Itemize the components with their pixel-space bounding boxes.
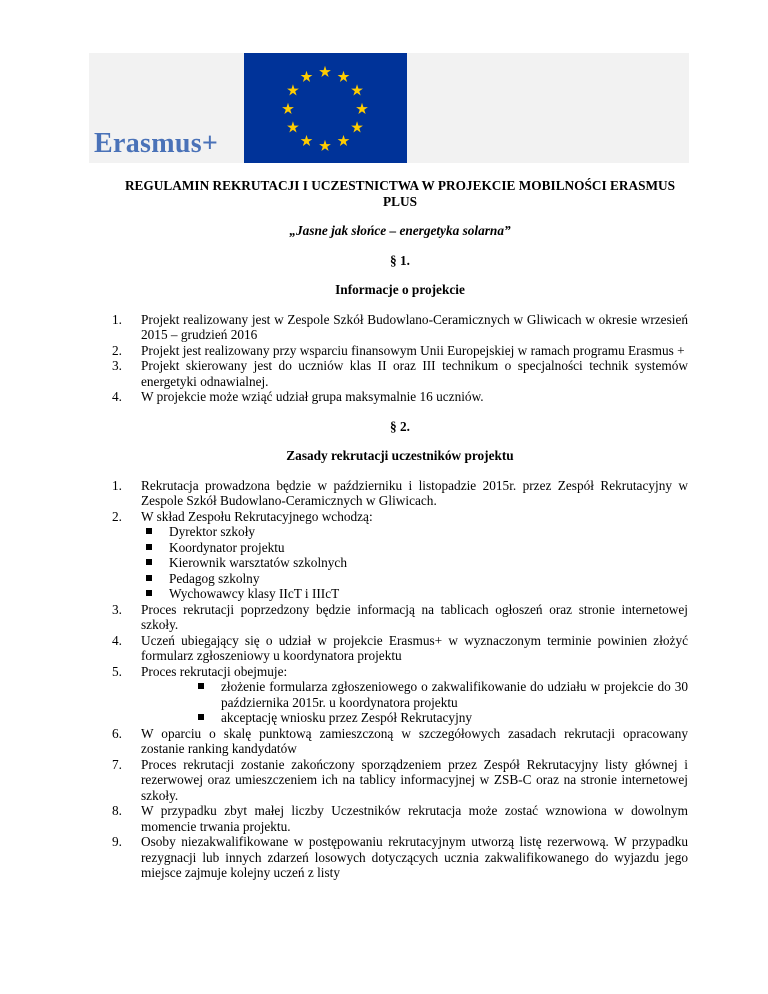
flag-star-icon [356, 103, 368, 114]
section-heading: Zasady rekrutacji uczestników projektu [286, 448, 514, 463]
flag-star-icon [319, 66, 331, 77]
bullet-item: złożenie formularza zgłoszeniowego o zakwalifikowanie do udziału w projekcie do 30 października 2015r. u koordynatora projektu [141, 679, 688, 710]
document-title: REGULAMIN REKRUTACJI I UCZESTNICTWA W PROJEKCIE MOBILNOŚCI ERASMUS PLUS [124, 178, 676, 209]
list-item: 1. Rekrutacja prowadzona będzie w październiku i listopadzie 2015r. przez Zespół Rekrutacyjny w Zespole Szkół Budowlano-Ceramicznych w Gliwicach. [112, 477, 688, 508]
bullet-item: Wychowawcy klasy IIcT i IIIcT [141, 586, 688, 602]
flag-star-icon [301, 71, 313, 82]
bullet-list [141, 524, 688, 602]
section-2-list [112, 478, 688, 881]
list-item: 3. Proces rekrutacji poprzedzony będzie informacją na tablicach ogłoszeń oraz stronie internetowej szkoły. [112, 601, 688, 632]
list-item: 6. W oparciu o skalę punktową zamieszczoną w szczegółowych zasadach rekrutacji opracowany zostanie ranking kandydatów [112, 725, 688, 756]
bullet-item: Pedagog szkolny [141, 571, 688, 587]
flag-star-icon [351, 121, 363, 132]
bullet-item: Dyrektor szkoły [141, 524, 688, 540]
section-number: § 2. [390, 418, 410, 434]
list-item: 9. Osoby niezakwalifikowane w postępowaniu rekrutacyjnym utworzą listę rezerwową. W przypadku rezygnacji lub innych zdarzeń losowych dotyczących ucznia zakwalifikowanego do wyjazdu jego miejsce zajmuje kolejny uczeń z listy [112, 834, 688, 880]
list-item: 4. Uczeń ubiegający się o udział w projekcie Erasmus+ w wyznaczonym terminie powinien złożyć formularz zgłoszeniowy u koordynatora projektu [112, 632, 688, 663]
flag-star-icon [351, 84, 363, 95]
flag-star-icon [338, 71, 350, 82]
flag-star-icon [301, 135, 313, 146]
document-body [112, 178, 688, 895]
list-item: 7. Proces rekrutacji zostanie zakończony sporządzeniem przez Zespół Rekrutacyjny listy głównej i rezerwowej oraz umieszczeniem ich na tablicy informacyjnej w ZSB-C oraz na stronie internetowej szkoły. [112, 756, 688, 803]
section-heading: Informacje o projekcie [335, 282, 465, 297]
flag-star-icon [287, 121, 299, 132]
flag-star-icon [338, 135, 350, 146]
erasmus-logo-text: Erasmus+ [94, 128, 219, 159]
list-item: 4. W projekcie może wziąć udział grupa maksymalnie 16 uczniów. [112, 389, 484, 404]
bullet-item: Kierownik warsztatów szkolnych [141, 555, 688, 571]
list-item: 2. Projekt jest realizowany przy wsparciu finansowym Unii Europejskiej w ramach programu Erasmus + [112, 342, 685, 358]
list-item: 3. Projekt skierowany jest do uczniów klas II oraz III technikum o specjalności technik systemów energetyki odnawialnej. [112, 358, 688, 389]
bullet-item: Koordynator projektu [141, 540, 688, 556]
flag-star-icon [282, 103, 294, 114]
list-item: 5. Proces rekrutacji obejmuje: złożenie formularza zgłoszeniowego o zakwalifikowanie do udziału w projekcie do 30 października 2015r. u koordynatora projektu akceptację wniosku przez Zespół Rekrutacyjny [112, 663, 688, 725]
section-1-list [112, 312, 688, 405]
flag-star-icon [287, 84, 299, 95]
bullet-item: akceptację wniosku przez Zespół Rekrutacyjny [141, 710, 688, 726]
list-item: 8. W przypadku zbyt małej liczby Uczestników rekrutacja może zostać wznowiona w dowolnym momencie trwania projektu. [112, 803, 688, 834]
section-number: § 1. [390, 252, 410, 268]
list-item: 1. Projekt realizowany jest w Zespole Szkół Budowlano-Ceramicznych w Gliwicach w okresie wrzesień 2015 – grudzień 2016 [112, 311, 688, 342]
list-item: 2. W skład Zespołu Rekrutacyjnego wchodzą: Dyrektor szkoły Koordynator projektu Kierownik warsztatów szkolnych Pedagog szkolny Wychowawcy klasy IIcT i IIIcT [112, 509, 688, 602]
flag-star-icon [319, 140, 331, 151]
eu-flag-icon [244, 53, 407, 163]
bullet-list [141, 679, 688, 726]
project-subtitle: „Jasne jak słońce – energetyka solarna” [289, 223, 511, 238]
